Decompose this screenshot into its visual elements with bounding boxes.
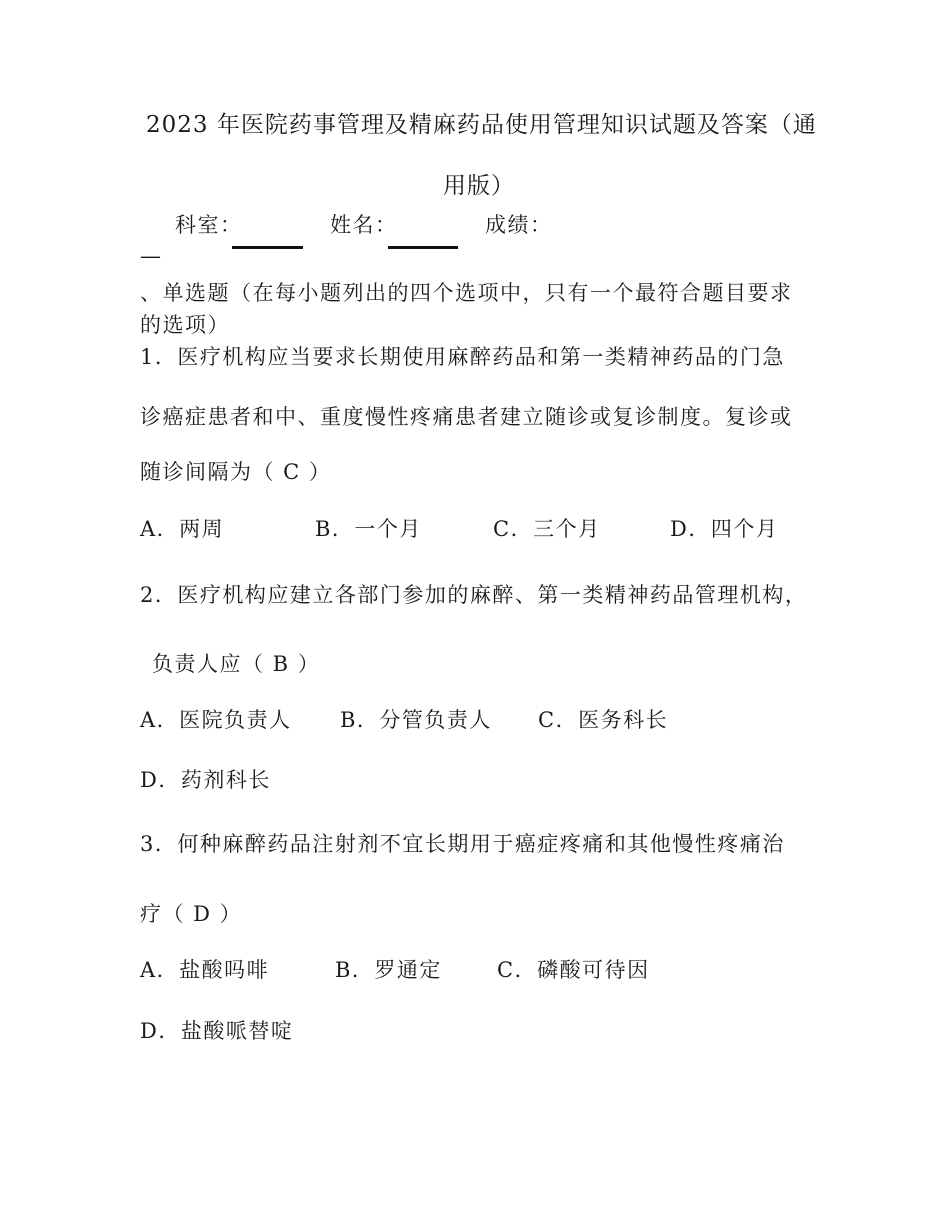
question-1-option-a: A．两周 <box>140 517 225 541</box>
question-2-option-d: D．药剂科长 <box>140 768 271 792</box>
question-1-line-2: 诊癌症患者和中、重度慢性疼痛患者建立随诊或复诊制度。复诊或 <box>140 405 793 429</box>
document-title-line-1: 2023 年医院药事管理及精麻药品使用管理知识试题及答案（通 <box>146 112 817 138</box>
question-2-option-c: C．医务科长 <box>538 708 669 732</box>
section-heading-line-2: 的选项） <box>140 313 230 337</box>
question-3-line-2: 疗（ D ） <box>140 902 243 926</box>
question-3-option-a: A．盐酸吗啡 <box>140 958 270 982</box>
question-1-option-d: D．四个月 <box>670 517 779 541</box>
question-1-option-c: C．三个月 <box>493 517 601 541</box>
question-3-option-c: C．磷酸可待因 <box>497 958 650 982</box>
question-1-option-b: B．一个月 <box>315 517 422 541</box>
question-1-line-3: 随诊间隔为（ C ） <box>140 460 332 484</box>
section-dash: — <box>140 244 163 268</box>
question-1-line-1: 1．医疗机构应当要求长期使用麻醉药品和第一类精神药品的门急 <box>140 345 785 369</box>
question-3-line-1: 3．何种麻醉药品注射剂不宜长期用于癌症疼痛和其他慢性疼痛治 <box>140 832 785 856</box>
document-title-line-2: 用版） <box>443 173 515 199</box>
question-3-option-d: D．盐酸哌替啶 <box>140 1019 294 1043</box>
score-label: 成绩： <box>485 213 553 237</box>
question-2-line-2: 负责人应（ B ） <box>152 652 321 676</box>
question-2-option-b: B．分管负责人 <box>340 708 492 732</box>
name-underline <box>388 246 458 249</box>
question-2-line-1: 2．医疗机构应建立各部门参加的麻醉、第一类精神药品管理机构， <box>140 583 808 607</box>
department-underline <box>232 246 303 249</box>
question-2-option-a: A．医院负责人 <box>140 708 292 732</box>
department-label: 科室： <box>175 213 243 237</box>
question-3-option-b: B．罗通定 <box>335 958 442 982</box>
name-label: 姓名： <box>330 213 398 237</box>
section-heading-line-1: 、单选题（在每小题列出的四个选项中，只有一个最符合题目要求 <box>140 281 793 305</box>
